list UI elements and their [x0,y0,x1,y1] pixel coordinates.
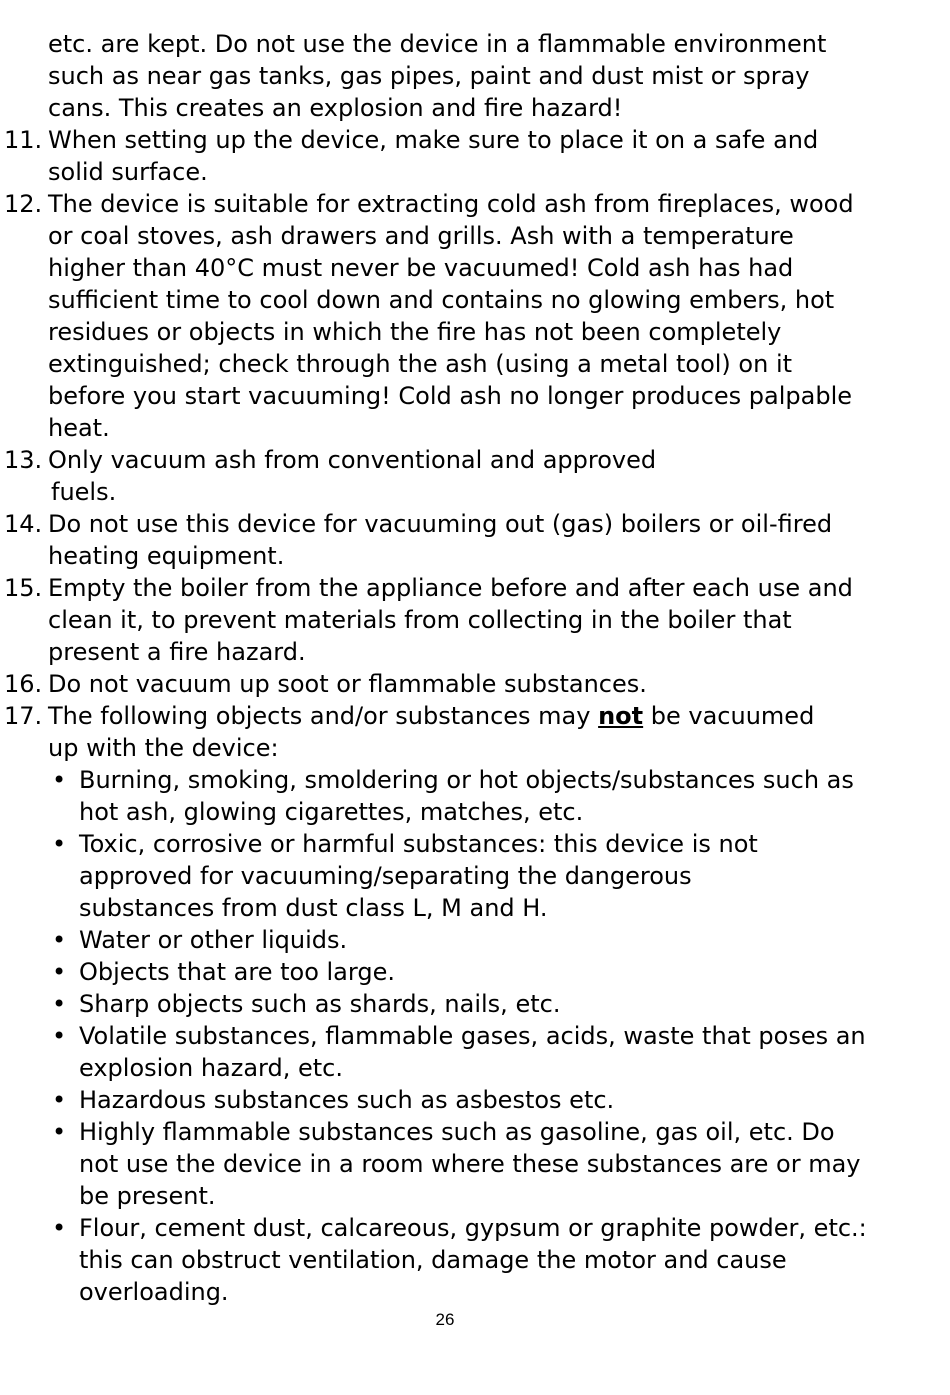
item-number: 17. [4,702,43,730]
item-continuation: extinguished; check through the ash (using a metal tool) on it [48,350,793,378]
bullet-text: Hazardous substances such as asbestos etc. [79,1086,615,1114]
item-number: 16. [4,670,43,698]
bullet-icon: • [52,990,67,1018]
emphasis-not: not [598,702,644,730]
bullet-item [0,1212,950,1244]
bullet-text: Burning, smoking, smoldering or hot objects/substances such as [79,766,854,794]
item-text: Do not vacuum up soot or flammable substances. [48,670,647,698]
bullet-item [0,988,950,1020]
bullet-text: Highly flammable substances such as gasoline, gas oil, etc. Do [79,1118,835,1146]
bullet-item [0,1020,950,1052]
item-continuation: residues or objects in which the fire has not been completely [48,318,782,346]
bullet-continuation: this can obstruct ventilation, damage the motor and cause [79,1246,787,1274]
bullet-text: Volatile substances, flammable gases, acids, waste that poses an [79,1022,866,1050]
item-text: Empty the boiler from the appliance before and after each use and [48,574,853,602]
bullet-item [0,828,950,860]
bullet-continuation: substances from dust class L, M and H. [79,894,548,922]
list-item-17 [0,700,950,732]
item-continuation: before you start vacuuming! Cold ash no longer produces palpable [48,382,853,410]
bullet-item [0,1084,950,1116]
item-continuation: heat. [48,414,110,442]
bullet-item [0,764,950,796]
item-continuation: up with the device: [48,734,279,762]
list-item-11 [0,124,950,156]
bullet-icon: • [52,1214,67,1242]
item-continuation: solid surface. [48,158,208,186]
item-text: When setting up the device, make sure to place it on a safe and [48,126,819,154]
bullet-text: Water or other liquids. [79,926,348,954]
list-item-12 [0,188,950,220]
intro-line: etc. are kept. Do not use the device in a flammable environment [48,30,827,58]
bullet-continuation: hot ash, glowing cigarettes, matches, etc. [79,798,584,826]
list-item-16 [0,668,950,700]
bullet-item [0,956,950,988]
item-continuation: fuels. [51,478,117,506]
bullet-icon: • [52,958,67,986]
bullet-icon: • [52,830,67,858]
item-text: Do not use this device for vacuuming out (gas) boilers or oil-fired [48,510,833,538]
intro-line: cans. This creates an explosion and fire hazard! [48,94,623,122]
bullet-text: Flour, cement dust, calcareous, gypsum or graphite powder, etc.: [79,1214,867,1242]
bullet-text: Sharp objects such as shards, nails, etc. [79,990,561,1018]
document-page [0,28,950,1308]
bullet-continuation: be present. [79,1182,216,1210]
page-number: 26 [435,1310,455,1329]
list-item-15 [0,572,950,604]
bullet-icon: • [52,1022,67,1050]
bullet-icon: • [52,1118,67,1146]
item-number: 14. [4,510,43,538]
item-number: 15. [4,574,43,602]
bullet-continuation: overloading. [79,1278,229,1306]
item-number: 11. [4,126,43,154]
intro-line: such as near gas tanks, gas pipes, paint and dust mist or spray [48,62,810,90]
bullet-icon: • [52,926,67,954]
bullet-continuation: explosion hazard, etc. [79,1054,343,1082]
item-number: 12. [4,190,43,218]
item-continuation: sufficient time to cool down and contains no glowing embers, hot [48,286,835,314]
item-text: The device is suitable for extracting cold ash from fireplaces, wood [48,190,854,218]
bullet-continuation: not use the device in a room where these substances are or may [79,1150,861,1178]
bullet-item [0,924,950,956]
item-text: be vacuumed [643,702,815,730]
item-text: Only vacuum ash from conventional and approved [48,446,657,474]
bullet-icon: • [52,1086,67,1114]
bullet-icon: • [52,766,67,794]
bullet-item [0,1116,950,1148]
bullet-continuation: approved for vacuuming/separating the dangerous [79,862,692,890]
item-continuation: clean it, to prevent materials from collecting in the boiler that [48,606,792,634]
item-continuation: higher than 40°C must never be vacuumed! Cold ash has had [48,254,794,282]
bullet-text: Toxic, corrosive or harmful substances: this device is not [79,830,758,858]
item-number: 13. [4,446,43,474]
item-continuation: heating equipment. [48,542,285,570]
item-continuation: present a fire hazard. [48,638,306,666]
list-item-14 [0,508,950,540]
item-continuation: or coal stoves, ash drawers and grills. Ash with a temperature [48,222,794,250]
list-item-13 [0,444,950,476]
item-text: The following objects and/or substances may [48,702,599,730]
bullet-text: Objects that are too large. [79,958,395,986]
